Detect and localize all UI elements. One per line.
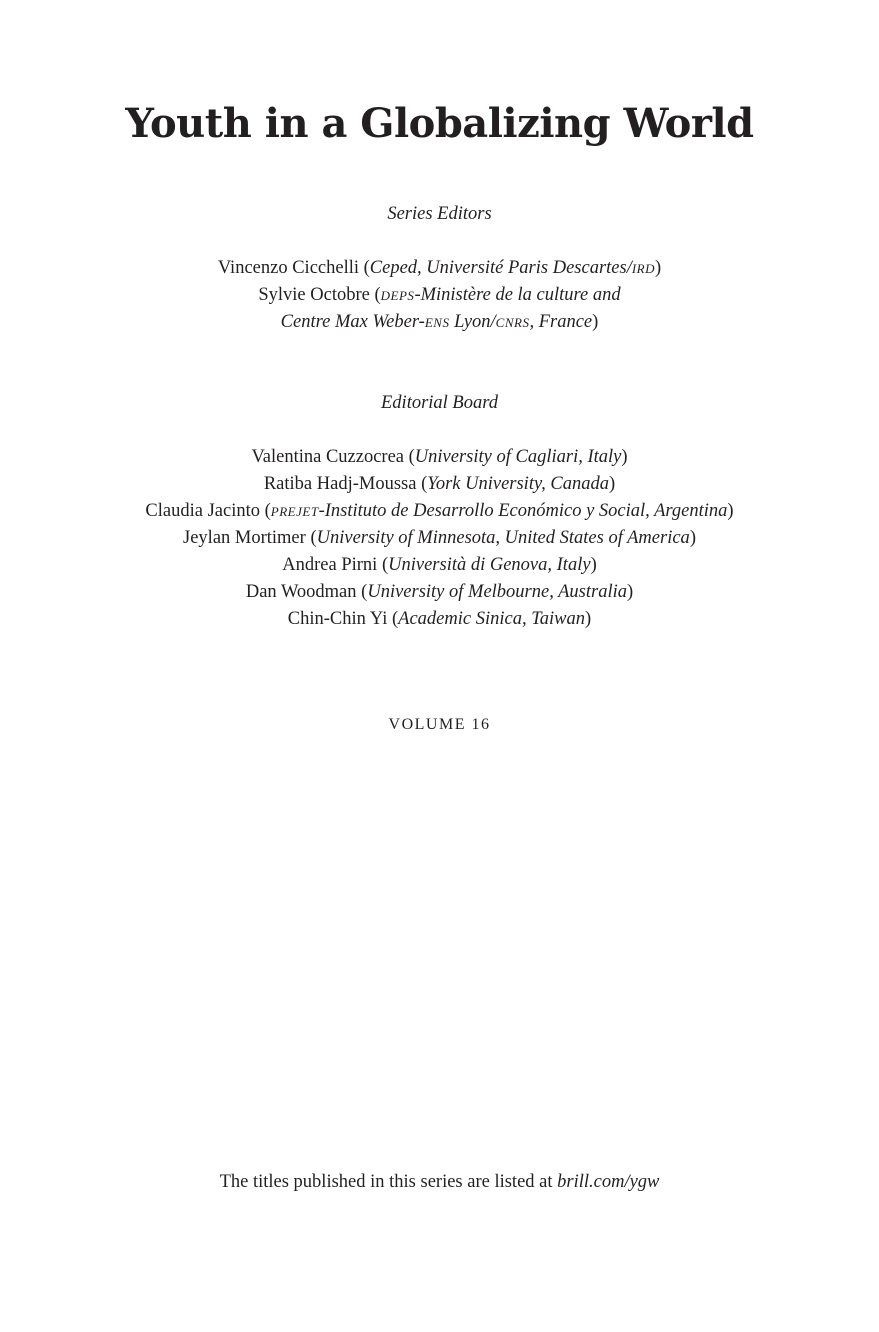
editor-affiliation-abbrev: ird — [631, 258, 656, 278]
series-listing-note — [0, 1172, 879, 1193]
volume-number: VOLUME 16 — [388, 716, 491, 733]
member-name: Dan Woodman — [245, 582, 357, 602]
editor-affiliation-abbrev: deps — [380, 285, 415, 305]
board-member: Andrea Pirni (Università di Genova, Italy) — [282, 555, 597, 575]
member-affiliation: University of Minnesota, United States of America — [316, 528, 690, 548]
editor-entry: Sylvie Octobre (deps-Ministère de la culture and — [258, 285, 621, 305]
editor-entry: Vincenzo Cicchelli (Ceped, Université Paris Descartes/ird) — [217, 258, 662, 278]
board-member: Jeylan Mortimer (University of Minnesota, United States of America) — [183, 528, 696, 548]
editor-affiliation-part: Lyon/ — [449, 312, 496, 332]
member-affiliation: York University, Canada — [427, 474, 609, 494]
editor-affiliation: Ceped, Université Paris Descartes/ — [369, 258, 632, 278]
editor-affiliation-part: Centre Max Weber- — [280, 312, 425, 332]
member-affiliation: University of Cagliari, Italy — [414, 447, 622, 467]
editor-name: Sylvie Octobre — [258, 285, 370, 305]
member-name: Valentina Cuzzocrea — [251, 447, 404, 467]
editor-affiliation: -Ministère de la culture and — [414, 285, 621, 305]
series-editors-heading: Series Editors — [387, 204, 492, 224]
board-member: Chin-Chin Yi (Academic Sinica, Taiwan) — [287, 609, 592, 629]
editorial-board-heading: Editorial Board — [381, 393, 498, 413]
series-title: Youth in a Globalizing World — [125, 100, 754, 147]
board-member: Claudia Jacinto (prejet-Instituto de Desarrollo Económico y Social, Argentina) — [145, 501, 734, 521]
series-editors-section — [0, 201, 879, 228]
editor-entry-continued: Centre Max Weber-ens Lyon/cnrs, France) — [280, 312, 599, 332]
member-name: Andrea Pirni — [282, 555, 378, 575]
editor-affiliation-part: , France — [529, 312, 593, 332]
member-affiliation: -Instituto de Desarrollo Económico y Social, Argentina — [318, 501, 728, 521]
member-affiliation: Academic Sinica, Taiwan — [398, 609, 586, 629]
member-name: Jeylan Mortimer — [183, 528, 306, 548]
editorial-board-list — [0, 444, 879, 633]
board-member: Dan Woodman (University of Melbourne, Australia) — [245, 582, 634, 602]
editor-affiliation-abbrev: ens — [424, 312, 450, 332]
editorial-board-section — [0, 390, 879, 417]
member-affiliation-abbrev: prejet — [270, 501, 319, 521]
member-name: Chin-Chin Yi — [287, 609, 388, 629]
member-name: Ratiba Hadj-Moussa — [263, 474, 417, 494]
footer-text: The titles published in this series are listed at — [219, 1172, 558, 1192]
board-member: Ratiba Hadj-Moussa (York University, Canada) — [263, 474, 616, 494]
member-affiliation: Università di Genova, Italy — [388, 555, 591, 575]
series-editors-list — [0, 255, 879, 336]
board-member: Valentina Cuzzocrea (University of Cagliari, Italy) — [251, 447, 628, 467]
series-website-link[interactable]: brill.com/ygw — [557, 1172, 660, 1192]
editor-name: Vincenzo Cicchelli — [217, 258, 359, 278]
member-name: Claudia Jacinto — [145, 501, 260, 521]
member-affiliation: University of Melbourne, Australia — [367, 582, 627, 602]
editor-affiliation-abbrev: cnrs — [495, 312, 530, 332]
